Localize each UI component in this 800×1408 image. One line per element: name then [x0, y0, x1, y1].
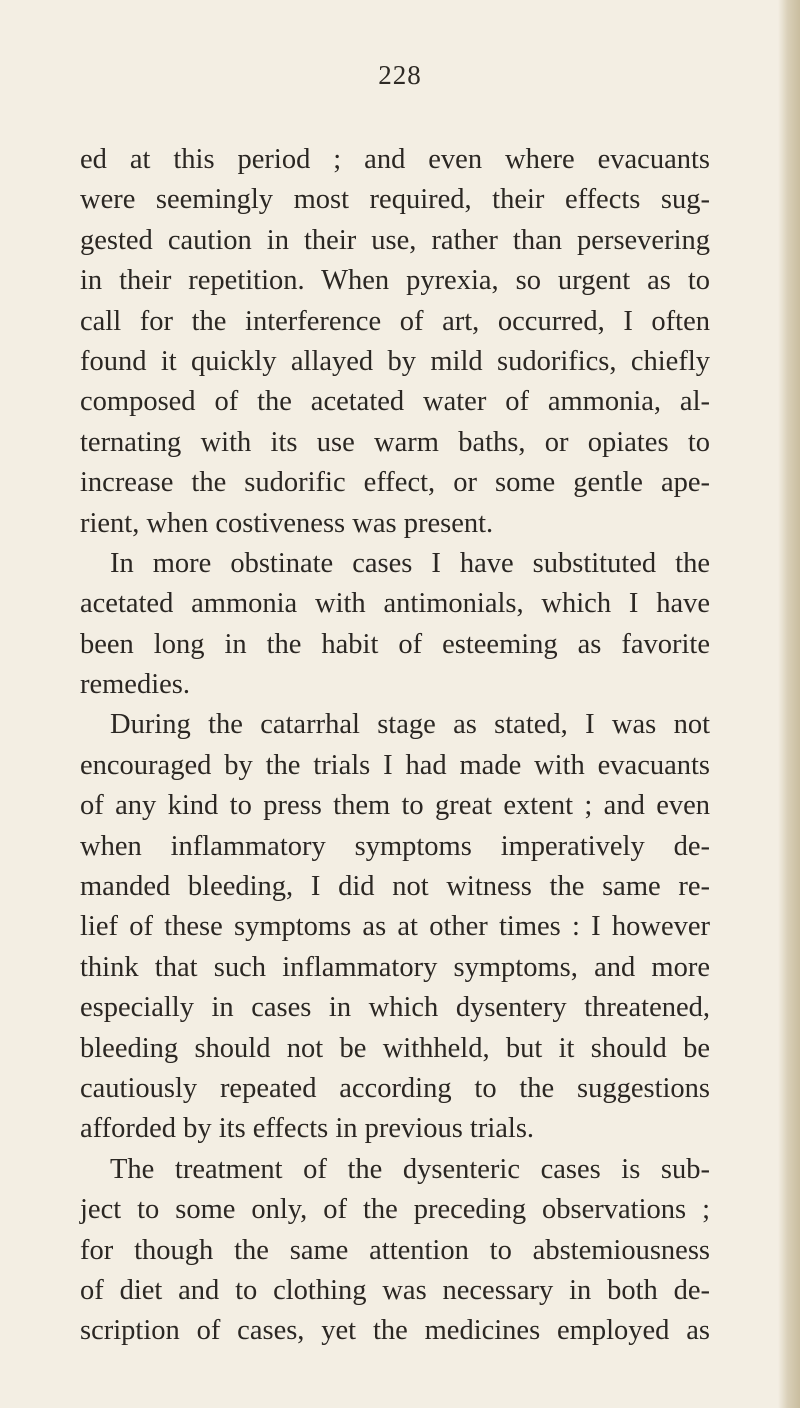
text-line: in their repetition. When pyrexia, so urgent as to	[80, 265, 710, 297]
text-line: found it quickly allayed by mild sudorifics, chiefly	[80, 345, 710, 377]
text-line: think that such inflammatory symptoms, and more	[80, 951, 710, 983]
text-line: rient, when costiveness was present.	[80, 507, 494, 539]
text-line: call for the interference of art, occurred, I often	[80, 305, 710, 337]
text-line: remedies.	[80, 669, 190, 701]
text-line: when inflammatory symptoms imperatively de-	[80, 830, 710, 862]
text-line: The treatment of the dysenteric cases is sub-	[110, 1153, 710, 1185]
text-line: manded bleeding, I did not witness the same re-	[80, 871, 710, 903]
text-line: gested caution in their use, rather than persevering	[80, 224, 710, 256]
text-line: cautiously repeated according to the suggestions	[80, 1072, 710, 1104]
text-line: increase the sudorific effect, or some gentle ape-	[80, 467, 710, 499]
text-line: for though the same attention to abstemiousness	[80, 1234, 710, 1266]
text-line: been long in the habit of esteeming as favorite	[80, 628, 710, 660]
text-line: ternating with its use warm baths, or opiates to	[80, 426, 710, 458]
page-number: 228	[378, 60, 422, 90]
text-line: composed of the acetated water of ammonia, al-	[80, 386, 710, 418]
text-line: In more obstinate cases I have substituted the	[110, 547, 710, 579]
text-line: encouraged by the trials I had made with evacuants	[80, 749, 710, 781]
text-line: lief of these symptoms as at other times : I however	[80, 911, 710, 943]
body-text	[80, 140, 710, 1352]
text-line: scription of cases, yet the medicines employed as	[80, 1315, 710, 1347]
text-line: of any kind to press them to great extent ; and even	[80, 790, 710, 822]
text-line: ed at this period ; and even where evacuants	[80, 144, 710, 175]
text-line: bleeding should not be withheld, but it should be	[80, 1032, 710, 1064]
text-line: ject to some only, of the preceding observations ;	[80, 1194, 710, 1226]
text-line: During the catarrhal stage as stated, I was not	[110, 709, 710, 741]
text-line: were seemingly most required, their effects sug-	[80, 184, 710, 216]
text-line: especially in cases in which dysentery threatened,	[80, 992, 710, 1024]
text-line: afforded by its effects in previous trials.	[80, 1113, 535, 1145]
text-line: acetated ammonia with antimonials, which I have	[80, 588, 710, 620]
text-line: of diet and to clothing was necessary in both de-	[80, 1274, 710, 1306]
page-edge-shadow	[778, 0, 800, 1408]
